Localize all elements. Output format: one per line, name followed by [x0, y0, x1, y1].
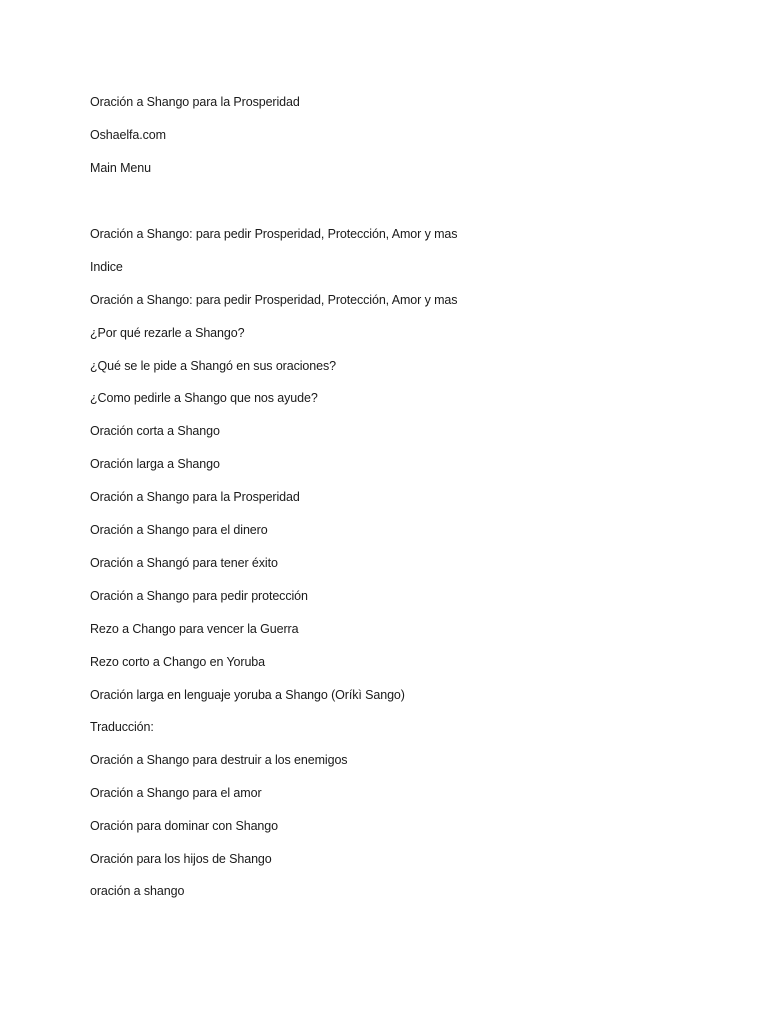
closing-text: oración a shango [90, 884, 185, 898]
article-heading: Oración a Shango: para pedir Prosperidad, Protección, Amor y mas [90, 227, 458, 241]
index-entry: Oración larga en lenguaje yoruba a Shango (Oríkì Sango) [90, 688, 405, 702]
index-entry: Oración a Shangó para tener éxito [90, 556, 278, 570]
index-entry: Oración para dominar con Shango [90, 819, 278, 833]
index-entry: Traducción: [90, 720, 154, 734]
index-entry: ¿Por qué rezarle a Shango? [90, 326, 245, 340]
index-entry: Oración corta a Shango [90, 424, 220, 438]
index-entry: Oración para los hijos de Shango [90, 852, 272, 866]
index-entry: Rezo corto a Chango en Yoruba [90, 655, 266, 669]
index-entry: Oración a Shango para pedir protección [90, 589, 308, 603]
index-entry: Oración a Shango para el dinero [90, 523, 268, 537]
index-entry: Oración a Shango para destruir a los enemigos [90, 753, 348, 767]
index-entry: ¿Como pedirle a Shango que nos ayude? [90, 391, 318, 405]
index-heading: Indice [90, 260, 123, 274]
index-entry: Oración a Shango: para pedir Prosperidad, Protección, Amor y mas [90, 293, 458, 307]
index-entry: ¿Qué se le pide a Shangó en sus oraciones? [90, 359, 336, 373]
main-menu-text: Main Menu [90, 161, 151, 175]
document-title: Oración a Shango para la Prosperidad [90, 95, 300, 109]
index-entry: Oración a Shango para la Prosperidad [90, 490, 300, 504]
site-name: Oshaelfa.com [90, 128, 166, 142]
index-entry: Oración larga a Shango [90, 457, 220, 471]
index-entry: Rezo a Chango para vencer la Guerra [90, 622, 299, 636]
index-entry: Oración a Shango para el amor [90, 786, 262, 800]
